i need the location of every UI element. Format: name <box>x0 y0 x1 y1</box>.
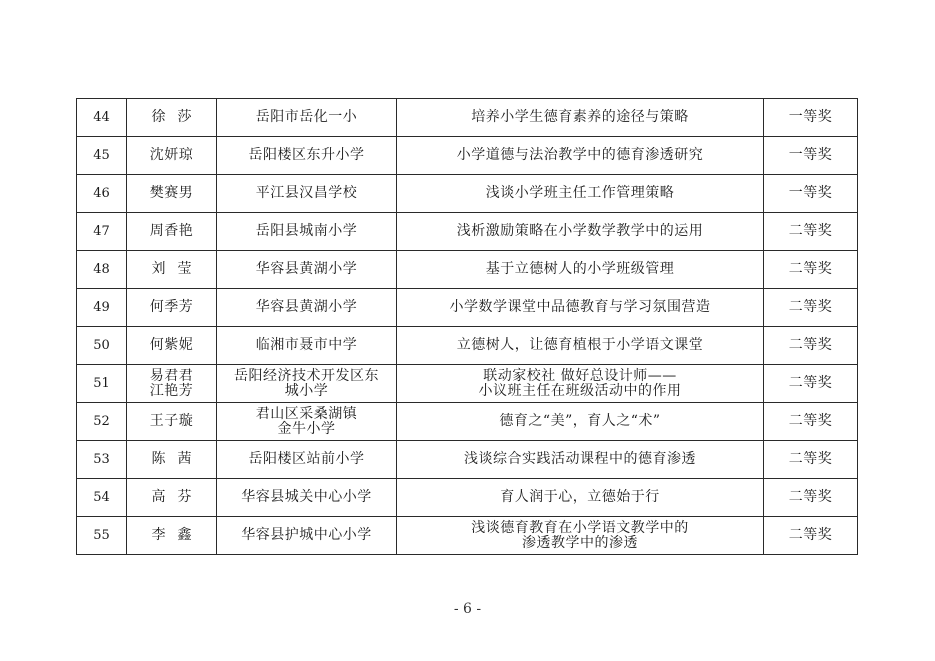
person-name-line: 刘莹 <box>151 261 204 277</box>
person-name <box>127 365 217 403</box>
paper-title-line: 浅谈德育教育在小学语文教学中的 <box>471 519 689 536</box>
school-name-line: 岳阳楼区站前小学 <box>248 451 365 467</box>
school-name-line: 华容县护城中心小学 <box>241 527 372 543</box>
award-level: 二等奖 <box>764 365 858 403</box>
table-row <box>77 365 858 403</box>
school-name <box>217 365 397 403</box>
paper-title <box>397 403 764 441</box>
paper-title-line: 基于立德树人的小学班级管理 <box>485 261 675 277</box>
row-number: 47 <box>77 213 127 251</box>
person-name-line: 李鑫 <box>151 527 204 543</box>
person-name <box>127 403 217 441</box>
school-name-line: 岳阳楼区东升小学 <box>248 147 365 163</box>
paper-title <box>397 137 764 175</box>
paper-title-line: 小议班主任在班级活动中的作用 <box>478 382 682 399</box>
person-name <box>127 479 217 517</box>
paper-title <box>397 99 764 137</box>
table-row <box>77 175 858 213</box>
school-name-line: 金牛小学 <box>277 420 336 437</box>
paper-title-line: 立德树人，让德育植根于小学语文课堂 <box>456 337 704 353</box>
row-number: 52 <box>77 403 127 441</box>
paper-title-line: 浅谈小学班主任工作管理策略 <box>485 185 675 201</box>
person-name <box>127 213 217 251</box>
person-name-line: 樊赛男 <box>149 185 194 201</box>
row-number: 45 <box>77 137 127 175</box>
paper-title <box>397 479 764 517</box>
person-name <box>127 251 217 289</box>
school-name <box>217 251 397 289</box>
person-name <box>127 441 217 479</box>
person-name-line: 周香艳 <box>149 223 194 239</box>
school-name <box>217 137 397 175</box>
school-name-line: 君山区采桑湖镇 <box>255 405 358 422</box>
person-name <box>127 327 217 365</box>
table-row <box>77 99 858 137</box>
person-name-line: 高芬 <box>151 489 204 505</box>
paper-title <box>397 289 764 327</box>
person-name-line: 王子璇 <box>149 413 194 429</box>
school-name <box>217 479 397 517</box>
paper-title <box>397 441 764 479</box>
paper-title-line: 渗透教学中的渗透 <box>522 534 638 551</box>
school-name <box>217 327 397 365</box>
school-name-line: 城小学 <box>284 382 329 399</box>
paper-title-line: 德育之“美”，育人之“术” <box>499 413 661 429</box>
paper-title-line: 小学数学课堂中品德教育与学习氛围营造 <box>449 299 711 315</box>
award-level: 一等奖 <box>764 137 858 175</box>
paper-title <box>397 327 764 365</box>
award-level: 二等奖 <box>764 403 858 441</box>
award-level: 二等奖 <box>764 251 858 289</box>
paper-title <box>397 251 764 289</box>
school-name-line: 临湘市聂市中学 <box>255 337 358 353</box>
paper-title-line: 浅析激励策略在小学数学教学中的运用 <box>456 223 704 239</box>
school-name <box>217 175 397 213</box>
paper-title-line: 联动家校社 做好总设计师—— <box>483 367 677 384</box>
row-number: 55 <box>77 517 127 555</box>
award-level: 二等奖 <box>764 327 858 365</box>
row-number: 46 <box>77 175 127 213</box>
row-number: 54 <box>77 479 127 517</box>
award-level: 二等奖 <box>764 213 858 251</box>
school-name-line: 平江县汉昌学校 <box>255 185 358 201</box>
school-name-line: 华容县城关中心小学 <box>241 489 372 505</box>
table-row <box>77 289 858 327</box>
table-row <box>77 403 858 441</box>
paper-title <box>397 365 764 403</box>
school-name <box>217 99 397 137</box>
table-row <box>77 251 858 289</box>
paper-title <box>397 213 764 251</box>
table-row <box>77 327 858 365</box>
school-name <box>217 289 397 327</box>
table-row <box>77 441 858 479</box>
awards-table <box>76 98 858 555</box>
table-row <box>77 213 858 251</box>
row-number: 49 <box>77 289 127 327</box>
person-name-line: 何紫妮 <box>149 337 194 353</box>
paper-title-line: 培养小学生德育素养的途径与策略 <box>471 109 689 125</box>
table-row <box>77 137 858 175</box>
person-name <box>127 289 217 327</box>
person-name-line: 易君君 <box>149 367 194 384</box>
school-name-line: 岳阳市岳化一小 <box>255 109 358 125</box>
person-name <box>127 137 217 175</box>
school-name <box>217 441 397 479</box>
row-number: 50 <box>77 327 127 365</box>
school-name-line: 华容县黄湖小学 <box>255 299 358 315</box>
school-name-line: 岳阳县城南小学 <box>255 223 358 239</box>
paper-title-line: 小学道德与法治教学中的德育渗透研究 <box>456 147 704 163</box>
paper-title <box>397 175 764 213</box>
table-body <box>77 99 858 555</box>
school-name <box>217 517 397 555</box>
award-level: 一等奖 <box>764 175 858 213</box>
person-name-line: 何季芳 <box>149 299 194 315</box>
person-name <box>127 517 217 555</box>
school-name-line: 华容县黄湖小学 <box>255 261 358 277</box>
award-level: 二等奖 <box>764 441 858 479</box>
page-number: - 6 - <box>453 601 482 617</box>
person-name-line: 陈茜 <box>151 451 204 467</box>
person-name-line: 徐莎 <box>151 109 204 125</box>
table-row <box>77 479 858 517</box>
row-number: 53 <box>77 441 127 479</box>
paper-title-line: 浅谈综合实践活动课程中的德育渗透 <box>464 451 696 467</box>
person-name <box>127 99 217 137</box>
paper-title-line: 育人润于心，立德始于行 <box>500 489 660 505</box>
row-number: 44 <box>77 99 127 137</box>
table-row <box>77 517 858 555</box>
award-level: 二等奖 <box>764 289 858 327</box>
award-level: 一等奖 <box>764 99 858 137</box>
award-level: 二等奖 <box>764 517 858 555</box>
school-name-line: 岳阳经济技术开发区东 <box>234 367 379 384</box>
row-number: 51 <box>77 365 127 403</box>
person-name-line: 江艳芳 <box>149 382 194 399</box>
school-name <box>217 213 397 251</box>
award-level: 二等奖 <box>764 479 858 517</box>
person-name-line: 沈妍琼 <box>149 147 194 163</box>
person-name <box>127 175 217 213</box>
school-name <box>217 403 397 441</box>
row-number: 48 <box>77 251 127 289</box>
paper-title <box>397 517 764 555</box>
